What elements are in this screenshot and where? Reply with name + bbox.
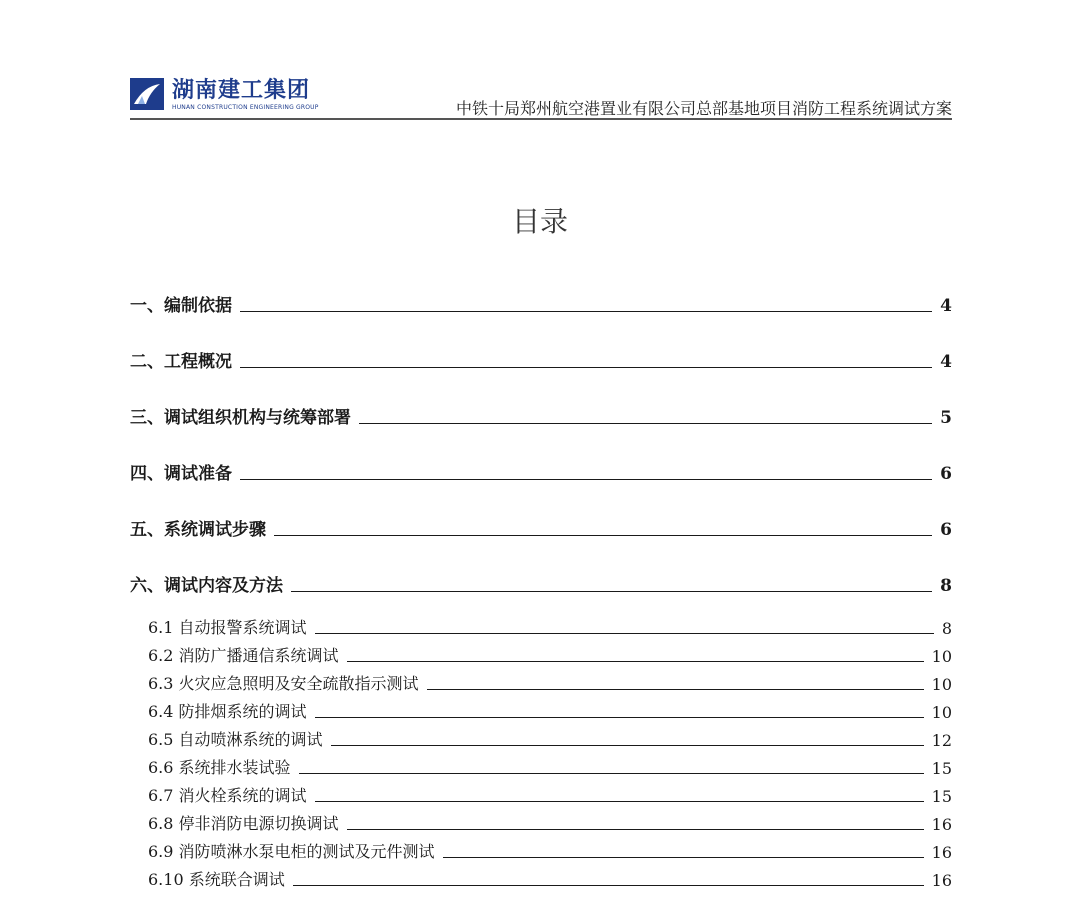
toc-subsection[interactable]: [148, 700, 952, 722]
toc-leader-line: [240, 311, 932, 312]
toc-section[interactable]: [130, 348, 952, 372]
logo-chinese-text: 湖南建工集团: [172, 78, 311, 103]
toc-leader-line: [427, 689, 924, 690]
toc-subsection[interactable]: [148, 840, 952, 862]
logo-english-text: HUNAN CONSTRUCTION ENGINEERING GROUP: [172, 104, 319, 111]
toc-leader-line: [299, 773, 924, 774]
toc-section-label: 四、调试准备: [130, 464, 232, 484]
toc-leader-line: [359, 423, 932, 424]
toc-page-number: 4: [940, 296, 952, 316]
toc-page-number: 10: [931, 675, 952, 694]
toc-subsection[interactable]: [148, 644, 952, 666]
toc-subsection-label: 6.4 防排烟系统的调试: [148, 702, 307, 721]
toc-subsection-label: 6.9 消防喷淋水泵电柜的测试及元件测试: [148, 842, 435, 861]
toc-section-label: 二、工程概况: [130, 352, 232, 372]
toc-subsection-label: 6.1 自动报警系统调试: [148, 618, 307, 637]
header-document-title: 中铁十局郑州航空港置业有限公司总部基地项目消防工程系统调试方案: [455, 99, 952, 118]
toc-page-number: 16: [931, 871, 952, 890]
toc-section[interactable]: [130, 516, 952, 540]
toc-page-number: 6: [940, 520, 952, 540]
toc-page-number: 16: [931, 843, 952, 862]
toc-leader-line: [315, 801, 924, 802]
toc-leader-line: [291, 591, 932, 592]
toc-page-number: 10: [931, 647, 952, 666]
toc-section-label: 六、调试内容及方法: [130, 576, 283, 596]
toc-subsection-label: 6.2 消防广播通信系统调试: [148, 646, 339, 665]
toc-subsection[interactable]: [148, 616, 952, 638]
toc-subsection[interactable]: [148, 812, 952, 834]
toc-subsection[interactable]: [148, 784, 952, 806]
toc-subsection[interactable]: [148, 868, 952, 890]
toc-leader-line: [274, 535, 932, 536]
toc-page-number: 6: [940, 464, 952, 484]
toc-leader-line: [240, 479, 932, 480]
toc-leader-line: [443, 857, 924, 858]
toc-leader-line: [347, 829, 924, 830]
toc-leader-line: [331, 745, 924, 746]
toc-leader-line: [315, 717, 924, 718]
toc-page-number: 8: [941, 619, 952, 638]
toc-page-number: 15: [931, 759, 952, 778]
toc-subsection-label: 6.8 停非消防电源切换调试: [148, 814, 339, 833]
toc-section[interactable]: [130, 572, 952, 596]
toc-subsection-label: 6.5 自动喷淋系统的调试: [148, 730, 323, 749]
toc-subsection-label: 6.3 火灾应急照明及安全疏散指示测试: [148, 674, 419, 693]
toc-page-number: 12: [931, 731, 952, 750]
toc-page-number: 8: [940, 576, 952, 596]
toc-section-label: 一、编制依据: [130, 296, 232, 316]
toc-section-label: 三、调试组织机构与统筹部署: [130, 408, 351, 428]
toc-page-number: 5: [940, 408, 952, 428]
toc-subsection-label: 6.10 系统联合调试: [148, 870, 285, 889]
toc-page-number: 16: [931, 815, 952, 834]
toc-subsection[interactable]: [148, 756, 952, 778]
toc-subsection-label: 6.7 消火栓系统的调试: [148, 786, 307, 805]
toc-section[interactable]: [130, 404, 952, 428]
toc-section[interactable]: [130, 460, 952, 484]
toc-section[interactable]: [130, 292, 952, 316]
toc-leader-line: [240, 367, 932, 368]
toc-leader-line: [315, 633, 934, 634]
toc-leader-line: [347, 661, 924, 662]
toc-title: 目录: [511, 205, 568, 238]
toc-section-label: 五、系统调试步骤: [130, 520, 266, 540]
toc-subsection[interactable]: [148, 728, 952, 750]
toc-subsection[interactable]: [148, 672, 952, 694]
toc-subsection-label: 6.6 系统排水装试验: [148, 758, 291, 777]
toc-page-number: 4: [940, 352, 952, 372]
toc-page-number: 10: [931, 703, 952, 722]
toc-leader-line: [293, 885, 924, 886]
toc-page-number: 15: [931, 787, 952, 806]
